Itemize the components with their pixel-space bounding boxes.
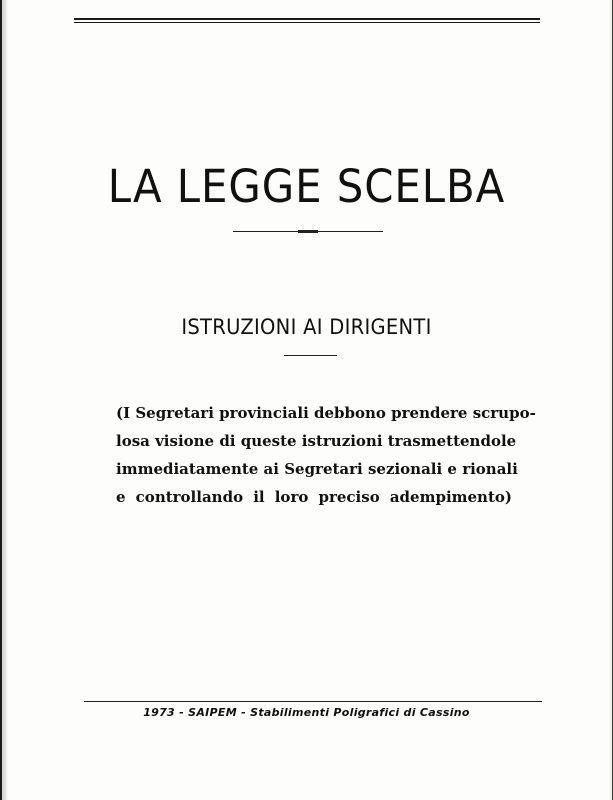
page-scan-right-edge: [609, 0, 613, 800]
bottom-rule: [84, 701, 542, 702]
page-scan-left-edge: [0, 0, 8, 800]
top-rule: [74, 18, 540, 23]
document-title: LA LEGGE SCELBA: [107, 160, 506, 213]
paragraph-line: losa visione di queste istruzioni trasmettendole: [116, 432, 517, 450]
paragraph-line: immediatamente ai Segretari sezionali e rionali: [116, 460, 518, 478]
subtitle-divider: [284, 355, 337, 356]
publisher-footer: 1973 - SAIPEM - Stabilimenti Poligrafici di Cassino: [143, 706, 470, 719]
instructions-paragraph: [116, 399, 536, 511]
paragraph-line: (I Segretari provinciali debbono prendere scrupo-: [116, 404, 536, 422]
title-divider-center: [298, 230, 318, 233]
paragraph-line: e controllando il loro preciso adempimento): [116, 488, 512, 506]
document-subtitle: ISTRUZIONI AI DIRIGENTI: [181, 315, 432, 339]
